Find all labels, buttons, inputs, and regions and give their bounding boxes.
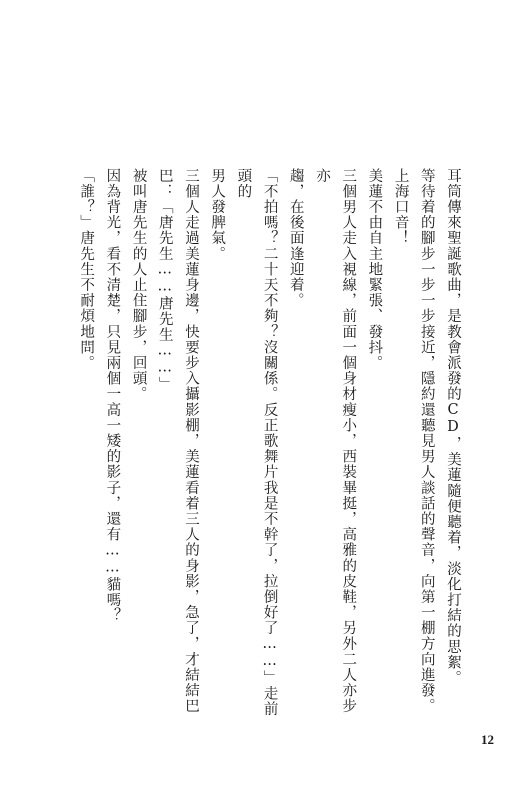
paragraph-7-continuation: 巴：「唐先生……唐先生……」 [156,168,173,393]
page-number: 12 [481,732,494,747]
paragraph-1: 耳筒傳來聖誕歌曲，是教會派發的CD，美蓮隨便聽着，淡化打結的思絮。 [445,168,461,686]
paragraph-3: 上海口音！ [392,168,409,246]
paragraph-6-continuation: 男人發脾氣。 [209,168,226,262]
vertical-text-block [73,168,466,728]
paragraph-6: 「不拍嗎？二十天不夠？沒關係。反正歌舞片我是不幹了，拉倒好了……」走前頭的 [235,168,278,717]
paragraph-10: 「誰？」唐先生不耐煩地問。 [78,168,95,371]
paragraph-8: 被叫唐先生的人止住腳步，回頭。 [130,168,147,402]
paragraph-5: 三個男人走入視線，前面一個身材瘦小，西裝畢挺，高雅的皮鞋，另外二人亦步亦 [313,168,357,714]
paragraph-7: 三個人走過美蓮身邊，快要步入攝影棚，美蓮看着三人的身影，急了，才結結巴 [182,168,199,714]
paragraph-5-continuation: 趨，在後面逢迎着。 [287,168,304,309]
paragraph-9: 因為背光，看不清楚，只見兩個一高一矮的影子，還有……貓嗎？ [104,168,121,624]
paragraph-4: 美蓮不由自主地緊張、發抖。 [366,168,383,371]
paragraph-2: 等待着的腳步一步一步接近，隱約還聽見男人談話的聲音，向第一棚方向進發。 [418,168,435,714]
